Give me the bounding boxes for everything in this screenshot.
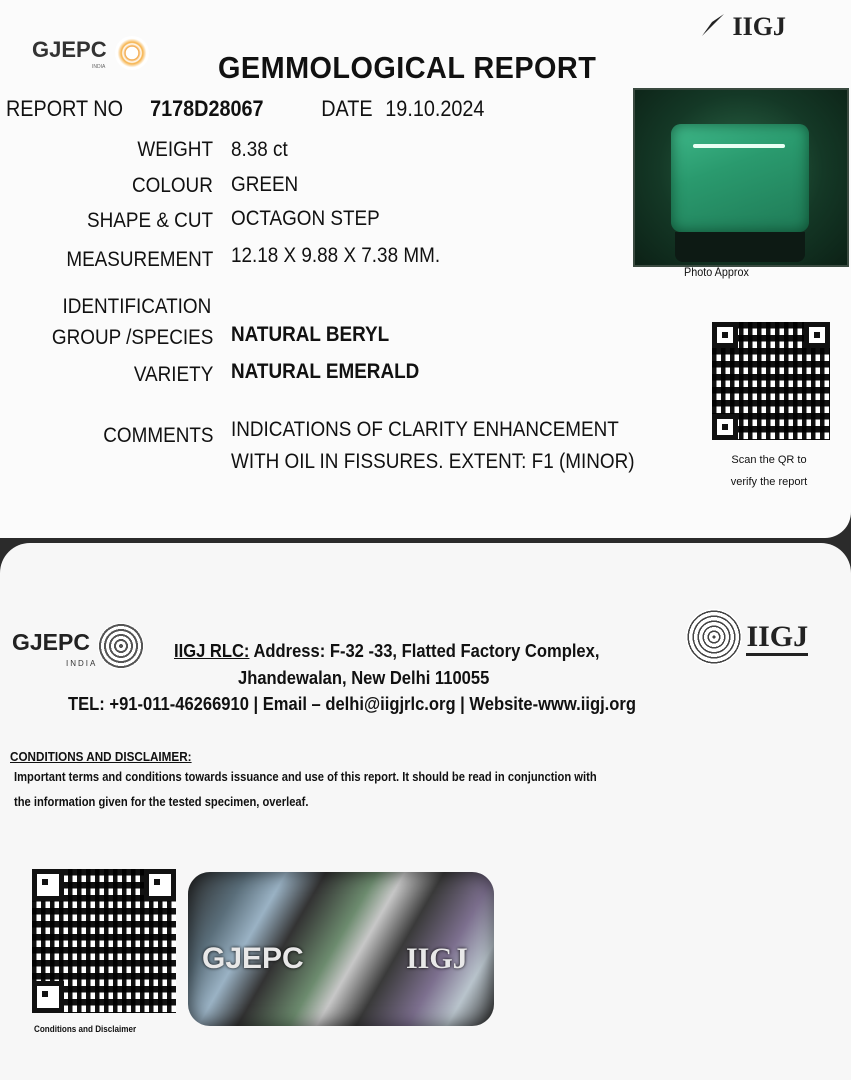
gjepc-logo-text: GJEPC <box>12 629 90 656</box>
measurement-label: MEASUREMENT <box>65 248 213 271</box>
conditions-line-2: the information given for the tested specimen, overleaf. <box>14 794 309 809</box>
report-title: GEMMOLOGICAL REPORT <box>218 50 597 85</box>
qr-finder-icon <box>32 869 64 901</box>
qr-finder-icon <box>712 414 738 440</box>
gjepc-sun-icon <box>115 36 149 70</box>
address-line-2: Jhandewalan, New Delhi 110055 <box>238 668 490 688</box>
conditions-qr-caption: Conditions and Disclaimer <box>34 1024 137 1034</box>
gem-shadow <box>675 232 805 262</box>
iigj-logo-text: IIGJ <box>732 12 786 41</box>
identification-label: IDENTIFICATION <box>62 295 211 318</box>
iigj-arrow-icon <box>700 12 728 38</box>
qr-caption <box>727 449 811 493</box>
hologram-iigj-text: IIGJ <box>406 942 468 975</box>
qr-caption-line-2: verify the report <box>730 476 808 488</box>
address-line-1 <box>174 641 599 662</box>
report-no-row <box>6 96 484 122</box>
comments-line-1: INDICATIONS OF CLARITY ENHANCEMENT <box>231 418 619 441</box>
security-hologram <box>188 872 494 1026</box>
weight-label: WEIGHT <box>137 138 213 161</box>
report-front-card <box>0 0 851 538</box>
colour-value: GREEN <box>231 173 299 196</box>
report-no-label: REPORT NO <box>6 96 123 121</box>
conditions-heading: CONDITIONS AND DISCLAIMER: <box>10 749 192 764</box>
contact-line: TEL: +91-011-46266910 | Email – delhi@iigjrlc.org | Website-www.iigj.org <box>68 694 636 714</box>
shape-value: OCTAGON STEP <box>231 207 380 230</box>
group-value: NATURAL BERYL <box>231 323 390 346</box>
qr-finder-icon <box>144 869 176 901</box>
address-line-1-text: Address: F-32 -33, Flatted Factory Complex, <box>253 641 600 661</box>
gjepc-logo-sub: INDIA <box>92 64 106 70</box>
gem-image <box>671 124 809 232</box>
qr-finder-icon <box>804 322 830 348</box>
gjepc-logo-sub: INDIA <box>66 659 98 668</box>
iigj-burst-icon <box>686 609 742 665</box>
variety-value: NATURAL EMERALD <box>231 360 420 383</box>
weight-value: 8.38 ct <box>231 138 288 161</box>
report-back-card <box>0 543 851 1080</box>
hologram-gjepc-text: GJEPC <box>202 942 304 975</box>
comments-line-2: WITH OIL IN FISSURES. EXTENT: F1 (MINOR) <box>231 450 635 473</box>
gem-highlight <box>693 144 785 148</box>
group-label: GROUP /SPECIES <box>51 326 213 349</box>
gjepc-logo <box>32 36 149 70</box>
date-label: DATE <box>321 96 373 121</box>
iigj-logo-back <box>686 609 808 665</box>
gjepc-logo-text: GJEPC <box>32 37 107 63</box>
conditions-line-1: Important terms and conditions towards issuance and use of this report. It should be read in conjunction with <box>14 769 597 784</box>
rlc-label: IIGJ RLC: <box>174 641 250 661</box>
qr-caption-line-1: Scan the QR to <box>731 454 807 466</box>
comments-label: COMMENTS <box>102 424 213 447</box>
gem-photo <box>633 88 849 267</box>
qr-finder-icon <box>32 981 64 1013</box>
gjepc-sun-icon <box>98 623 144 669</box>
shape-label: SHAPE & CUT <box>86 209 213 232</box>
gjepc-logo-back <box>12 623 144 668</box>
date-value: 19.10.2024 <box>385 96 485 121</box>
iigj-logo-text: IIGJ <box>746 620 808 656</box>
measurement-value: 12.18 X 9.88 X 7.38 MM. <box>231 244 441 267</box>
variety-label: VARIETY <box>133 363 213 386</box>
photo-caption: Photo Approx <box>684 265 749 279</box>
colour-label: COLOUR <box>132 174 213 197</box>
conditions-qr-code[interactable] <box>32 869 176 1013</box>
qr-finder-icon <box>712 322 738 348</box>
iigj-logo <box>700 12 786 43</box>
verify-qr-code[interactable] <box>712 322 830 440</box>
report-no-value: 7178D28067 <box>150 96 264 121</box>
